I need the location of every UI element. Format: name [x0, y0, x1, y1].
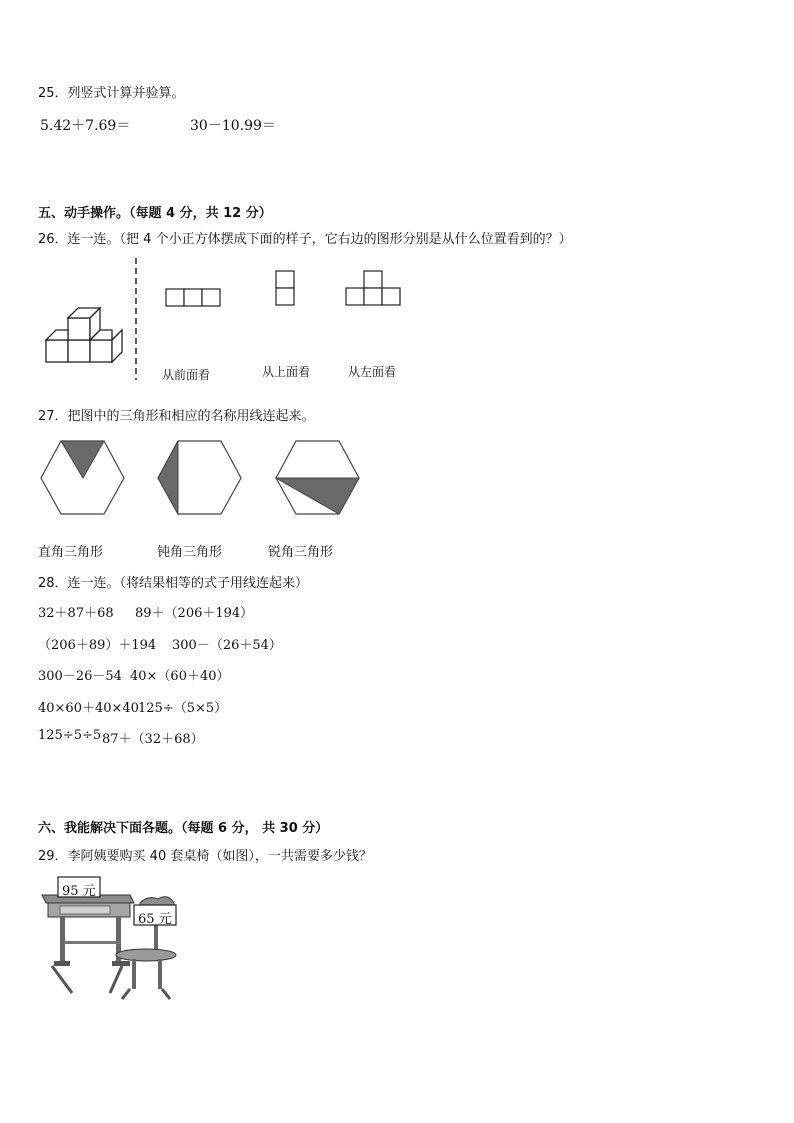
q29-title: 29．李阿姨要购买 40 套桌椅（如图），一共需要多少钱？ — [38, 849, 372, 864]
q26-label-top: 从上面看 — [262, 365, 311, 379]
section-5-heading: 五、动手操作。（每题 4 分，共 12 分） — [38, 206, 272, 221]
q27-hexagon-1 — [40, 440, 126, 516]
q26-label-front: 从前面看 — [162, 368, 211, 382]
q27-hexagon-3 — [275, 440, 361, 516]
q26-title: 26．连一连。（把 4 个小正方体摆成下面的样子，它右边的图形分别是从什么位置看到的？） — [38, 232, 572, 247]
q26-label-left: 从左面看 — [348, 365, 397, 379]
q26-view-c — [345, 270, 402, 307]
chair-price-tag: 65 元 — [138, 912, 172, 927]
q25-title: 25．列竖式计算并验算。 — [38, 86, 185, 101]
q28-right-expr: 125÷（5×5） — [138, 701, 228, 716]
q26-view-a — [165, 288, 222, 307]
q27-name-acute: 锐角三角形 — [268, 545, 334, 560]
q25-expr-1: 5.42＋7.69＝ — [40, 118, 131, 134]
q27-hexagon-2 — [157, 440, 243, 516]
q28-right-expr: 87＋（32＋68） — [102, 732, 204, 747]
q29-desk-chair-illustration — [38, 875, 188, 1005]
q27-name-obtuse: 钝角三角形 — [157, 545, 223, 560]
q28-right-expr: 40×（60＋40） — [130, 669, 230, 684]
q26-cube-stack-figure — [40, 300, 130, 370]
q28-right-expr: 300－（26＋54） — [172, 638, 282, 653]
q28-left-expr: 32＋87＋68 — [38, 606, 114, 621]
q28-right-expr: 89＋（206＋194） — [135, 606, 254, 621]
q25-expr-2: 30－10.99＝ — [190, 118, 276, 134]
q28-title: 28．连一连。（将结果相等的式子用线连起来） — [38, 576, 309, 591]
section-6-heading: 六、我能解决下面各题。（每题 6 分， 共 30 分） — [38, 821, 329, 836]
q26-dashed-divider — [134, 258, 138, 380]
q28-left-expr: 125÷5÷5 — [38, 728, 102, 743]
q27-title: 27．把图中的三角形和相应的名称用线连起来。 — [38, 409, 315, 424]
q28-left-expr: 300－26－54 — [38, 669, 122, 684]
q28-left-expr: 40×60＋40×40 — [38, 701, 139, 716]
q28-left-expr: （206＋89）＋194 — [38, 638, 157, 653]
q26-view-b — [275, 270, 295, 307]
q27-name-right: 直角三角形 — [38, 545, 104, 560]
desk-price-tag: 95 元 — [62, 884, 96, 899]
